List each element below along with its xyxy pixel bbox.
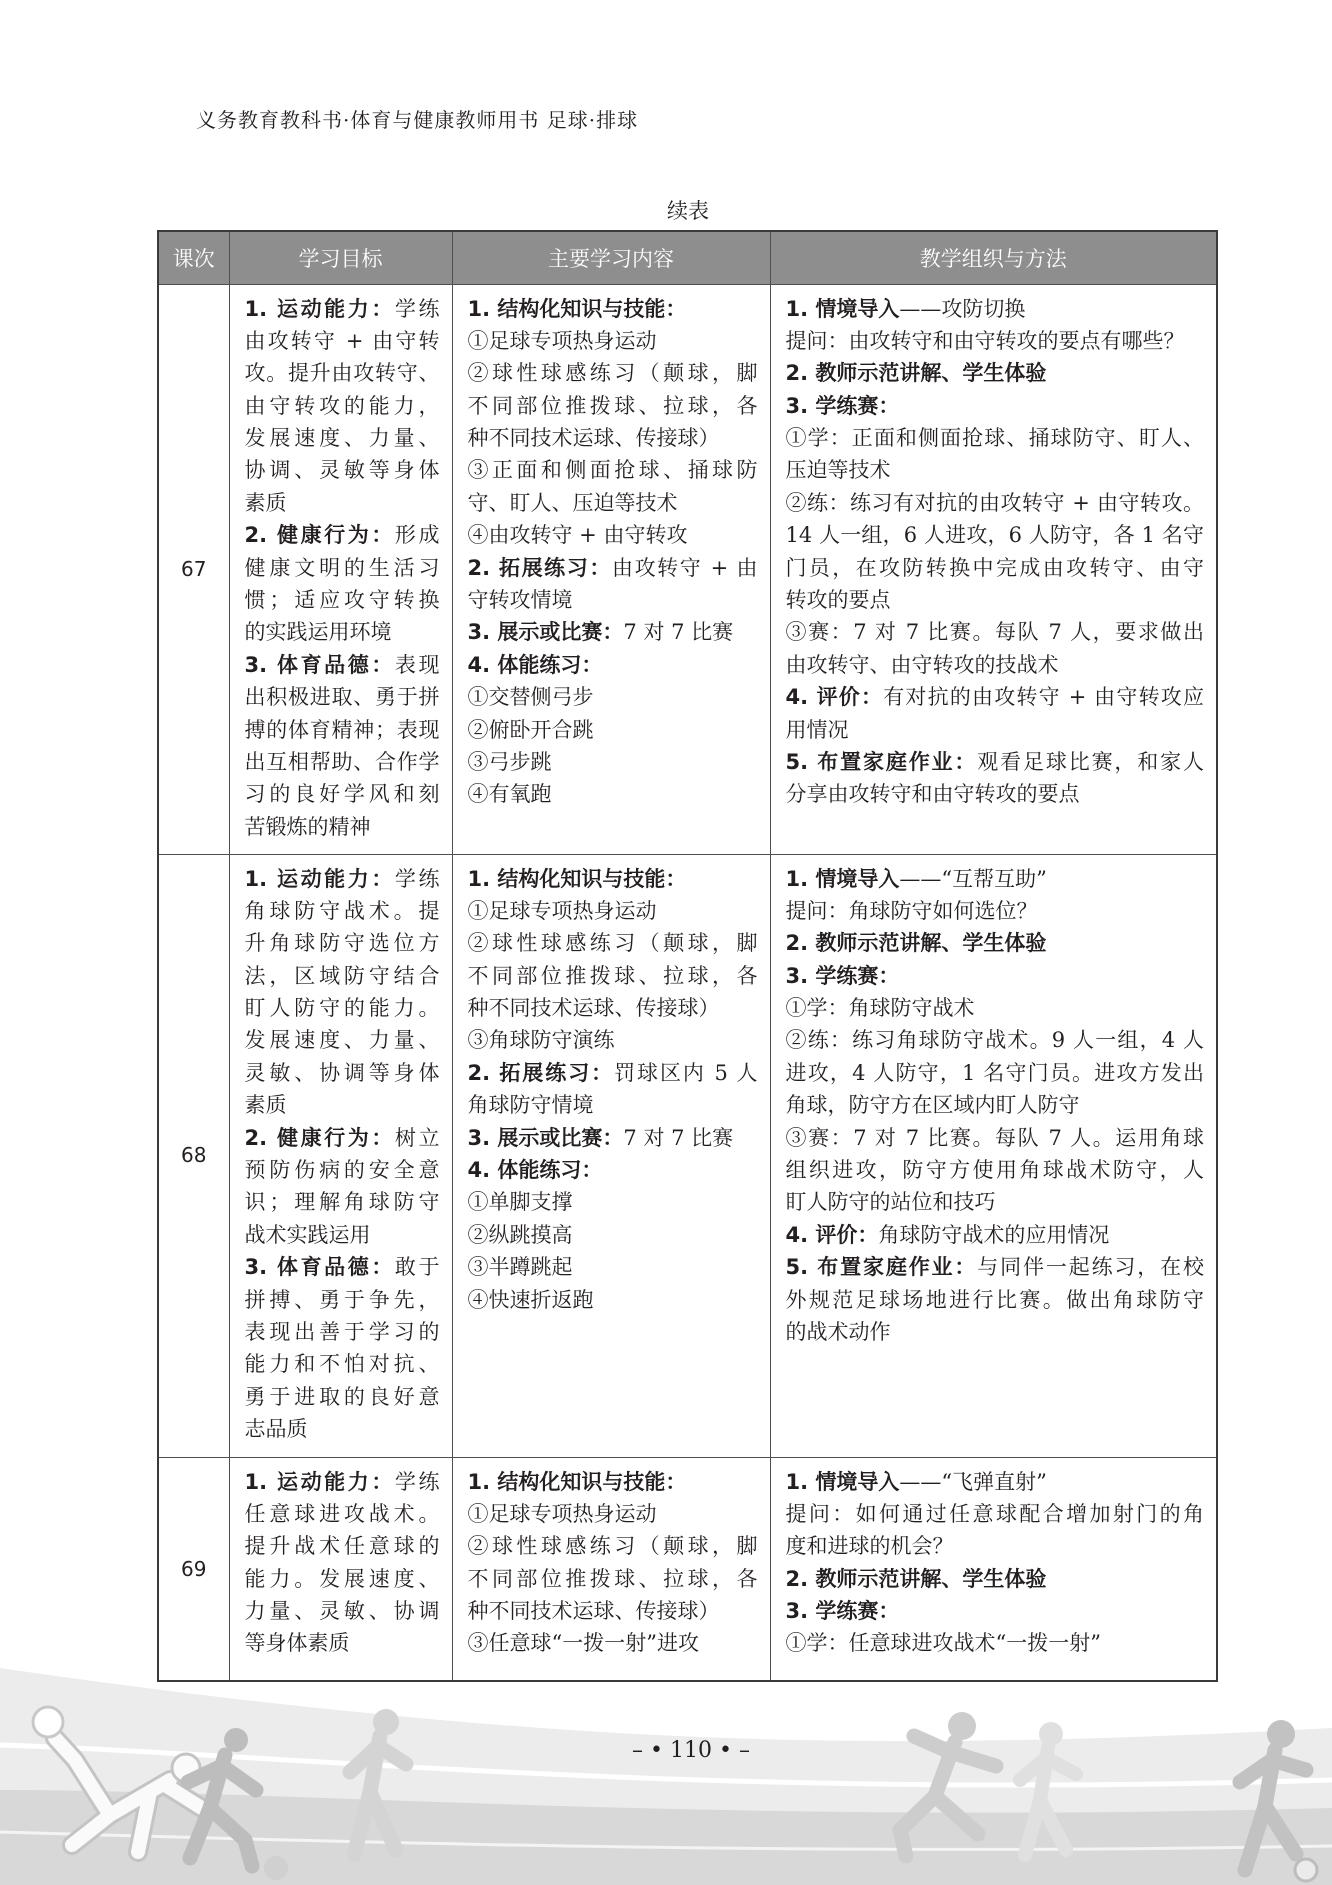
cell-paragraph (786, 1595, 1205, 1627)
text-line: 进攻，4 人防守，1 名守门员。进攻方发出 (785, 1060, 1204, 1085)
text-line: 健康文明的生活习 (244, 555, 440, 580)
text-line: ③半蹲跳起 (467, 1255, 573, 1280)
item-label: 1. 结构化知识与技能： (467, 866, 687, 891)
text-line (468, 293, 758, 325)
text-line: 协调、灵敏等身体 (244, 458, 440, 483)
lesson-number: 69 (158, 1457, 229, 1681)
item-label: 1. 结构化知识与技能： (467, 296, 687, 321)
item-text: 学练 (394, 1469, 440, 1494)
header-learning-content: 主要学习内容 (452, 231, 770, 284)
cell-paragraph (468, 1251, 758, 1283)
cell-paragraph (786, 1627, 1205, 1659)
text-line: ②练：练习角球防守战术。9 人一组，4 人 (785, 1028, 1204, 1053)
item-label: 4. 评价： (785, 1222, 879, 1247)
item-label: 3. 体育品德： (244, 652, 395, 677)
cell-paragraph (468, 519, 758, 551)
cell-paragraph (786, 1024, 1205, 1121)
text-line: ④由攻转守 + 由守转攻 (467, 523, 688, 548)
item-label: 4. 体能练习： (467, 652, 603, 677)
table-row (158, 1457, 1217, 1681)
text-line: 灵敏、协调等身体 (244, 1060, 440, 1085)
text-line: 提问：角球防守如何选位？ (785, 898, 1038, 923)
text-line: 转攻的要点 (785, 588, 891, 613)
cell-paragraph (786, 681, 1205, 746)
text-line (245, 1466, 440, 1498)
cell-paragraph (786, 357, 1205, 389)
item-text: 与同伴一起练习，在校 (977, 1255, 1204, 1280)
item-label: 3. 体育品德： (244, 1255, 395, 1280)
text-line (468, 552, 758, 584)
text-line (786, 681, 1205, 713)
text-line: ②球性球感练习（颠球，脚 (467, 1534, 758, 1559)
item-text: 角球防守战术的应用情况 (878, 1222, 1110, 1247)
item-label: 1. 结构化知识与技能： (467, 1469, 687, 1494)
learning-goals-cell (229, 1457, 452, 1681)
text-line (786, 1466, 1205, 1498)
soccer-ball-icon (1295, 1859, 1317, 1881)
text-line: 的战术动作 (785, 1319, 891, 1344)
item-label: 2. 拓展练习： (467, 555, 612, 580)
text-line: 预防伤病的安全意 (244, 1158, 440, 1183)
text-line: ①足球专项热身运动 (467, 898, 657, 923)
text-line (468, 649, 758, 681)
cell-paragraph (786, 616, 1205, 681)
text-line (468, 616, 758, 648)
header-lesson-number: 课次 (158, 231, 229, 284)
cell-paragraph (786, 390, 1205, 422)
text-line: 搏的体育精神；表现 (244, 717, 440, 742)
soccer-ball-icon (33, 1707, 63, 1737)
cell-paragraph (786, 992, 1205, 1024)
text-line (786, 927, 1205, 959)
learning-content-cell (452, 284, 770, 854)
text-line: 任意球进攻战术。 (244, 1501, 440, 1526)
text-line (786, 1595, 1205, 1627)
cell-paragraph (245, 649, 440, 843)
cell-paragraph (468, 714, 758, 746)
soccer-ball-icon (264, 1856, 288, 1880)
text-line: 分享由攻转守和由守转攻的要点 (785, 782, 1080, 807)
item-label: 3. 学练赛： (785, 393, 900, 418)
text-line: ③弓步跳 (467, 749, 552, 774)
text-line (468, 863, 758, 895)
text-line: 角球，防守方在区域内盯人防守 (785, 1093, 1080, 1118)
text-line: 14 人一组，6 人进攻，6 人防守，各 1 名守 (785, 523, 1204, 548)
text-line: 盯人防守的能力。 (244, 996, 440, 1021)
text-line: ③角球防守演练 (467, 1028, 615, 1053)
cell-paragraph (468, 1057, 758, 1122)
table-row (158, 284, 1217, 854)
item-text: ——攻防切换 (899, 296, 1026, 321)
item-text: 表现 (394, 652, 440, 677)
text-line: ①单脚支撑 (467, 1190, 573, 1215)
cell-paragraph (468, 1154, 758, 1186)
cell-paragraph (786, 927, 1205, 959)
text-line: 出互相帮助、合作学 (244, 749, 440, 774)
text-line (786, 960, 1205, 992)
learning-content-cell (452, 1457, 770, 1681)
text-line (245, 649, 440, 681)
text-line (786, 1563, 1205, 1595)
text-line: 用情况 (785, 717, 849, 742)
text-line (468, 1466, 758, 1498)
text-line: 由攻转守 + 由守转 (244, 328, 440, 353)
item-label: 2. 拓展练习： (467, 1060, 615, 1085)
item-text: ——“互帮互助” (899, 866, 1047, 891)
item-label: 1. 运动能力： (244, 296, 395, 321)
cell-paragraph (245, 1251, 440, 1445)
cell-paragraph (468, 552, 758, 617)
item-text: 敢于 (394, 1255, 440, 1280)
cell-paragraph (468, 325, 758, 357)
cell-paragraph (245, 1466, 440, 1660)
text-line: 由攻转守、由守转攻的技战术 (785, 652, 1059, 677)
text-line: 守转攻情境 (467, 588, 573, 613)
text-line: ①学：任意球进攻战术“一拨一射” (785, 1631, 1101, 1656)
text-line: 提升战术任意球的 (244, 1534, 440, 1559)
item-label: 3. 学练赛： (785, 1599, 900, 1624)
cell-paragraph (786, 325, 1205, 357)
item-label: 1. 情境导入 (785, 1469, 900, 1494)
text-line (245, 863, 440, 895)
cell-paragraph (468, 778, 758, 810)
item-label: 1. 运动能力： (244, 866, 395, 891)
item-label: 3. 展示或比赛： (467, 1125, 624, 1150)
cell-paragraph (786, 293, 1205, 325)
item-text: 7 对 7 比赛 (623, 1125, 734, 1150)
cell-paragraph (786, 422, 1205, 487)
text-line: 种不同技术运球、传接球） (467, 426, 720, 451)
item-label: 2. 教师示范讲解、学生体验 (785, 931, 1047, 956)
cell-paragraph (245, 1122, 440, 1252)
text-line (786, 863, 1205, 895)
item-text: 学练 (394, 296, 440, 321)
item-label: 2. 教师示范讲解、学生体验 (785, 1566, 1047, 1591)
text-line: ①足球专项热身运动 (467, 1501, 657, 1526)
learning-content-cell (452, 854, 770, 1457)
text-line: 能力。发展速度、 (244, 1566, 440, 1591)
item-text: 有对抗的由攻转守 + 由守转攻应 (883, 685, 1204, 710)
cell-paragraph (468, 895, 758, 927)
cell-paragraph (786, 1122, 1205, 1219)
lesson-number: 68 (158, 854, 229, 1457)
cell-paragraph (468, 357, 758, 454)
item-label: 1. 情境导入 (785, 296, 900, 321)
text-line: ②球性球感练习（颠球，脚 (467, 361, 758, 386)
cell-paragraph (468, 1466, 758, 1498)
cell-paragraph (468, 1498, 758, 1530)
text-line: ②球性球感练习（颠球，脚 (467, 931, 758, 956)
text-line: 度和进球的机会？ (785, 1534, 954, 1559)
item-text: 形成 (394, 523, 440, 548)
text-line: 由守转攻的能力， (244, 393, 440, 418)
text-line: ②练：练习有对抗的由攻转守 + 由守转攻。 (785, 490, 1204, 515)
cell-paragraph (468, 746, 758, 778)
text-line: 角球防守战术。提 (244, 898, 440, 923)
cell-paragraph (468, 681, 758, 713)
page-number: – • 110 • – (632, 1738, 750, 1763)
cell-paragraph (468, 1186, 758, 1218)
text-line: 勇于进取的良好意 (244, 1384, 440, 1409)
item-text: ——“飞弹直射” (899, 1469, 1047, 1494)
text-line (245, 1251, 440, 1283)
text-line: 不同部位推拨球、拉球，各 (467, 393, 758, 418)
cell-paragraph (468, 1024, 758, 1056)
header-learning-goals: 学习目标 (229, 231, 452, 284)
text-line (786, 746, 1205, 778)
text-line (245, 519, 440, 551)
text-line: 表现出善于学习的 (244, 1319, 440, 1344)
text-line: 出积极进取、勇于拼 (244, 685, 440, 710)
text-line (786, 1251, 1205, 1283)
text-line: ③赛：7 对 7 比赛。每队 7 人。运用角球 (785, 1125, 1204, 1150)
text-line (245, 293, 440, 325)
cell-paragraph (786, 1563, 1205, 1595)
cell-paragraph (468, 1530, 758, 1627)
cell-paragraph (786, 895, 1205, 927)
text-line: 压迫等技术 (785, 458, 891, 483)
teaching-methods-cell (770, 284, 1217, 854)
cell-paragraph (245, 519, 440, 649)
text-line: 素质 (244, 1093, 287, 1118)
table-header-row (158, 231, 1217, 284)
text-line: 战术实践运用 (244, 1222, 371, 1247)
text-line: ①学：正面和侧面抢球、捅球防守、盯人、 (785, 426, 1204, 451)
text-line: 苦锻炼的精神 (244, 814, 371, 839)
text-line: 素质 (244, 490, 287, 515)
item-label: 2. 健康行为： (244, 1125, 395, 1150)
text-line: 提问：如何通过任意球配合增加射门的角 (785, 1501, 1204, 1526)
teaching-methods-cell (770, 854, 1217, 1457)
cell-paragraph (786, 1498, 1205, 1563)
item-label: 1. 运动能力： (244, 1469, 395, 1494)
header-teaching-methods: 教学组织与方法 (770, 231, 1217, 284)
cell-paragraph (468, 1122, 758, 1154)
text-line: 发展速度、力量、 (244, 1028, 440, 1053)
item-label: 4. 体能练习： (467, 1158, 603, 1183)
item-label: 5. 布置家庭作业： (785, 749, 978, 774)
teaching-methods-cell (770, 1457, 1217, 1681)
text-line (786, 357, 1205, 389)
text-line (468, 1122, 758, 1154)
item-label: 2. 教师示范讲解、学生体验 (785, 361, 1047, 386)
cell-paragraph (245, 863, 440, 1122)
text-line (245, 1122, 440, 1154)
cell-paragraph (468, 1219, 758, 1251)
text-line: 的实践运用环境 (244, 620, 392, 645)
text-line: 力量、灵敏、协调 (244, 1599, 440, 1624)
text-line: 能力和不怕对抗、 (244, 1352, 440, 1377)
text-line: 志品质 (244, 1417, 308, 1442)
cell-paragraph (786, 1466, 1205, 1498)
item-text: 观看足球比赛，和家人 (977, 749, 1204, 774)
text-line: 发展速度、力量、 (244, 426, 440, 451)
text-line: 等身体素质 (244, 1631, 350, 1656)
lesson-number: 67 (158, 284, 229, 854)
cell-paragraph (468, 1627, 758, 1659)
text-line: ③任意球“一拨一射”进攻 (467, 1631, 699, 1656)
text-line: 提问：由攻转守和由守转攻的要点有哪些？ (785, 328, 1185, 353)
text-line: ④快速折返跑 (467, 1287, 594, 1312)
text-line: 习的良好学风和刻 (244, 782, 440, 807)
learning-goals-cell (229, 284, 452, 854)
text-line: 拼搏、勇于争先， (244, 1287, 440, 1312)
text-line: ②纵跳摸高 (467, 1222, 573, 1247)
text-line: 守、盯人、压迫等技术 (467, 490, 678, 515)
running-header: 义务教育教科书·体育与健康教师用书 足球·排球 (196, 108, 639, 132)
text-line: ③正面和侧面抢球、捅球防 (467, 458, 758, 483)
text-line: 攻。提升由攻转守、 (244, 361, 440, 386)
text-line: 升角球防守选位方 (244, 931, 440, 956)
item-text: 由攻转守 + 由 (611, 555, 758, 580)
cell-paragraph (468, 454, 758, 519)
text-line: 种不同技术运球、传接球） (467, 996, 720, 1021)
cell-paragraph (786, 1251, 1205, 1348)
item-label: 3. 展示或比赛： (467, 620, 624, 645)
cell-paragraph (245, 293, 440, 520)
learning-goals-cell (229, 854, 452, 1457)
text-line: 法，区域防守结合 (244, 963, 440, 988)
cell-paragraph (786, 960, 1205, 992)
text-line: 门员，在攻防转换中完成由攻转守、由守 (785, 555, 1204, 580)
item-text: 罚球区内 5 人 (614, 1060, 758, 1085)
cell-paragraph (468, 1284, 758, 1316)
text-line: 角球防守情境 (467, 1093, 594, 1118)
text-line: 惯；适应攻守转换 (244, 588, 440, 613)
text-line (786, 390, 1205, 422)
item-label: 3. 学练赛： (785, 963, 900, 988)
text-line: 外规范足球场地进行比赛。做出角球防守 (785, 1287, 1204, 1312)
text-line: ①学：角球防守战术 (785, 996, 975, 1021)
text-line: 盯人防守的站位和技巧 (785, 1190, 996, 1215)
text-line: ①交替侧弓步 (467, 685, 594, 710)
cell-paragraph (786, 1219, 1205, 1251)
table-row (158, 854, 1217, 1457)
item-label: 5. 布置家庭作业： (785, 1255, 978, 1280)
item-label: 2. 健康行为： (244, 523, 395, 548)
text-line: 种不同技术运球、传接球） (467, 1599, 720, 1624)
cell-paragraph (468, 927, 758, 1024)
text-line (468, 1057, 758, 1089)
lesson-plan-table (157, 230, 1218, 1682)
text-line: 识；理解角球防守 (244, 1190, 440, 1215)
text-line (468, 1154, 758, 1186)
item-text: 7 对 7 比赛 (623, 620, 734, 645)
text-line (786, 1219, 1205, 1251)
text-line: 不同部位推拨球、拉球，各 (467, 1566, 758, 1591)
text-line (786, 293, 1205, 325)
text-line: ④有氧跑 (467, 782, 552, 807)
cell-paragraph (786, 746, 1205, 811)
text-line: 组织进攻，防守方使用角球战术防守，人 (785, 1158, 1204, 1183)
text-line: ②俯卧开合跳 (467, 717, 594, 742)
cell-paragraph (786, 487, 1205, 617)
cell-paragraph (468, 863, 758, 895)
item-text: 树立 (394, 1125, 440, 1150)
item-text: 学练 (394, 866, 440, 891)
cell-paragraph (468, 649, 758, 681)
cell-paragraph (468, 616, 758, 648)
text-line: ③赛：7 对 7 比赛。每队 7 人，要求做出 (785, 620, 1204, 645)
cell-paragraph (468, 293, 758, 325)
item-label: 4. 评价： (785, 685, 884, 710)
item-label: 1. 情境导入 (785, 866, 900, 891)
cell-paragraph (786, 863, 1205, 895)
text-line: ①足球专项热身运动 (467, 328, 657, 353)
table-caption: 续表 (667, 199, 709, 223)
text-line: 不同部位推拨球、拉球，各 (467, 963, 758, 988)
